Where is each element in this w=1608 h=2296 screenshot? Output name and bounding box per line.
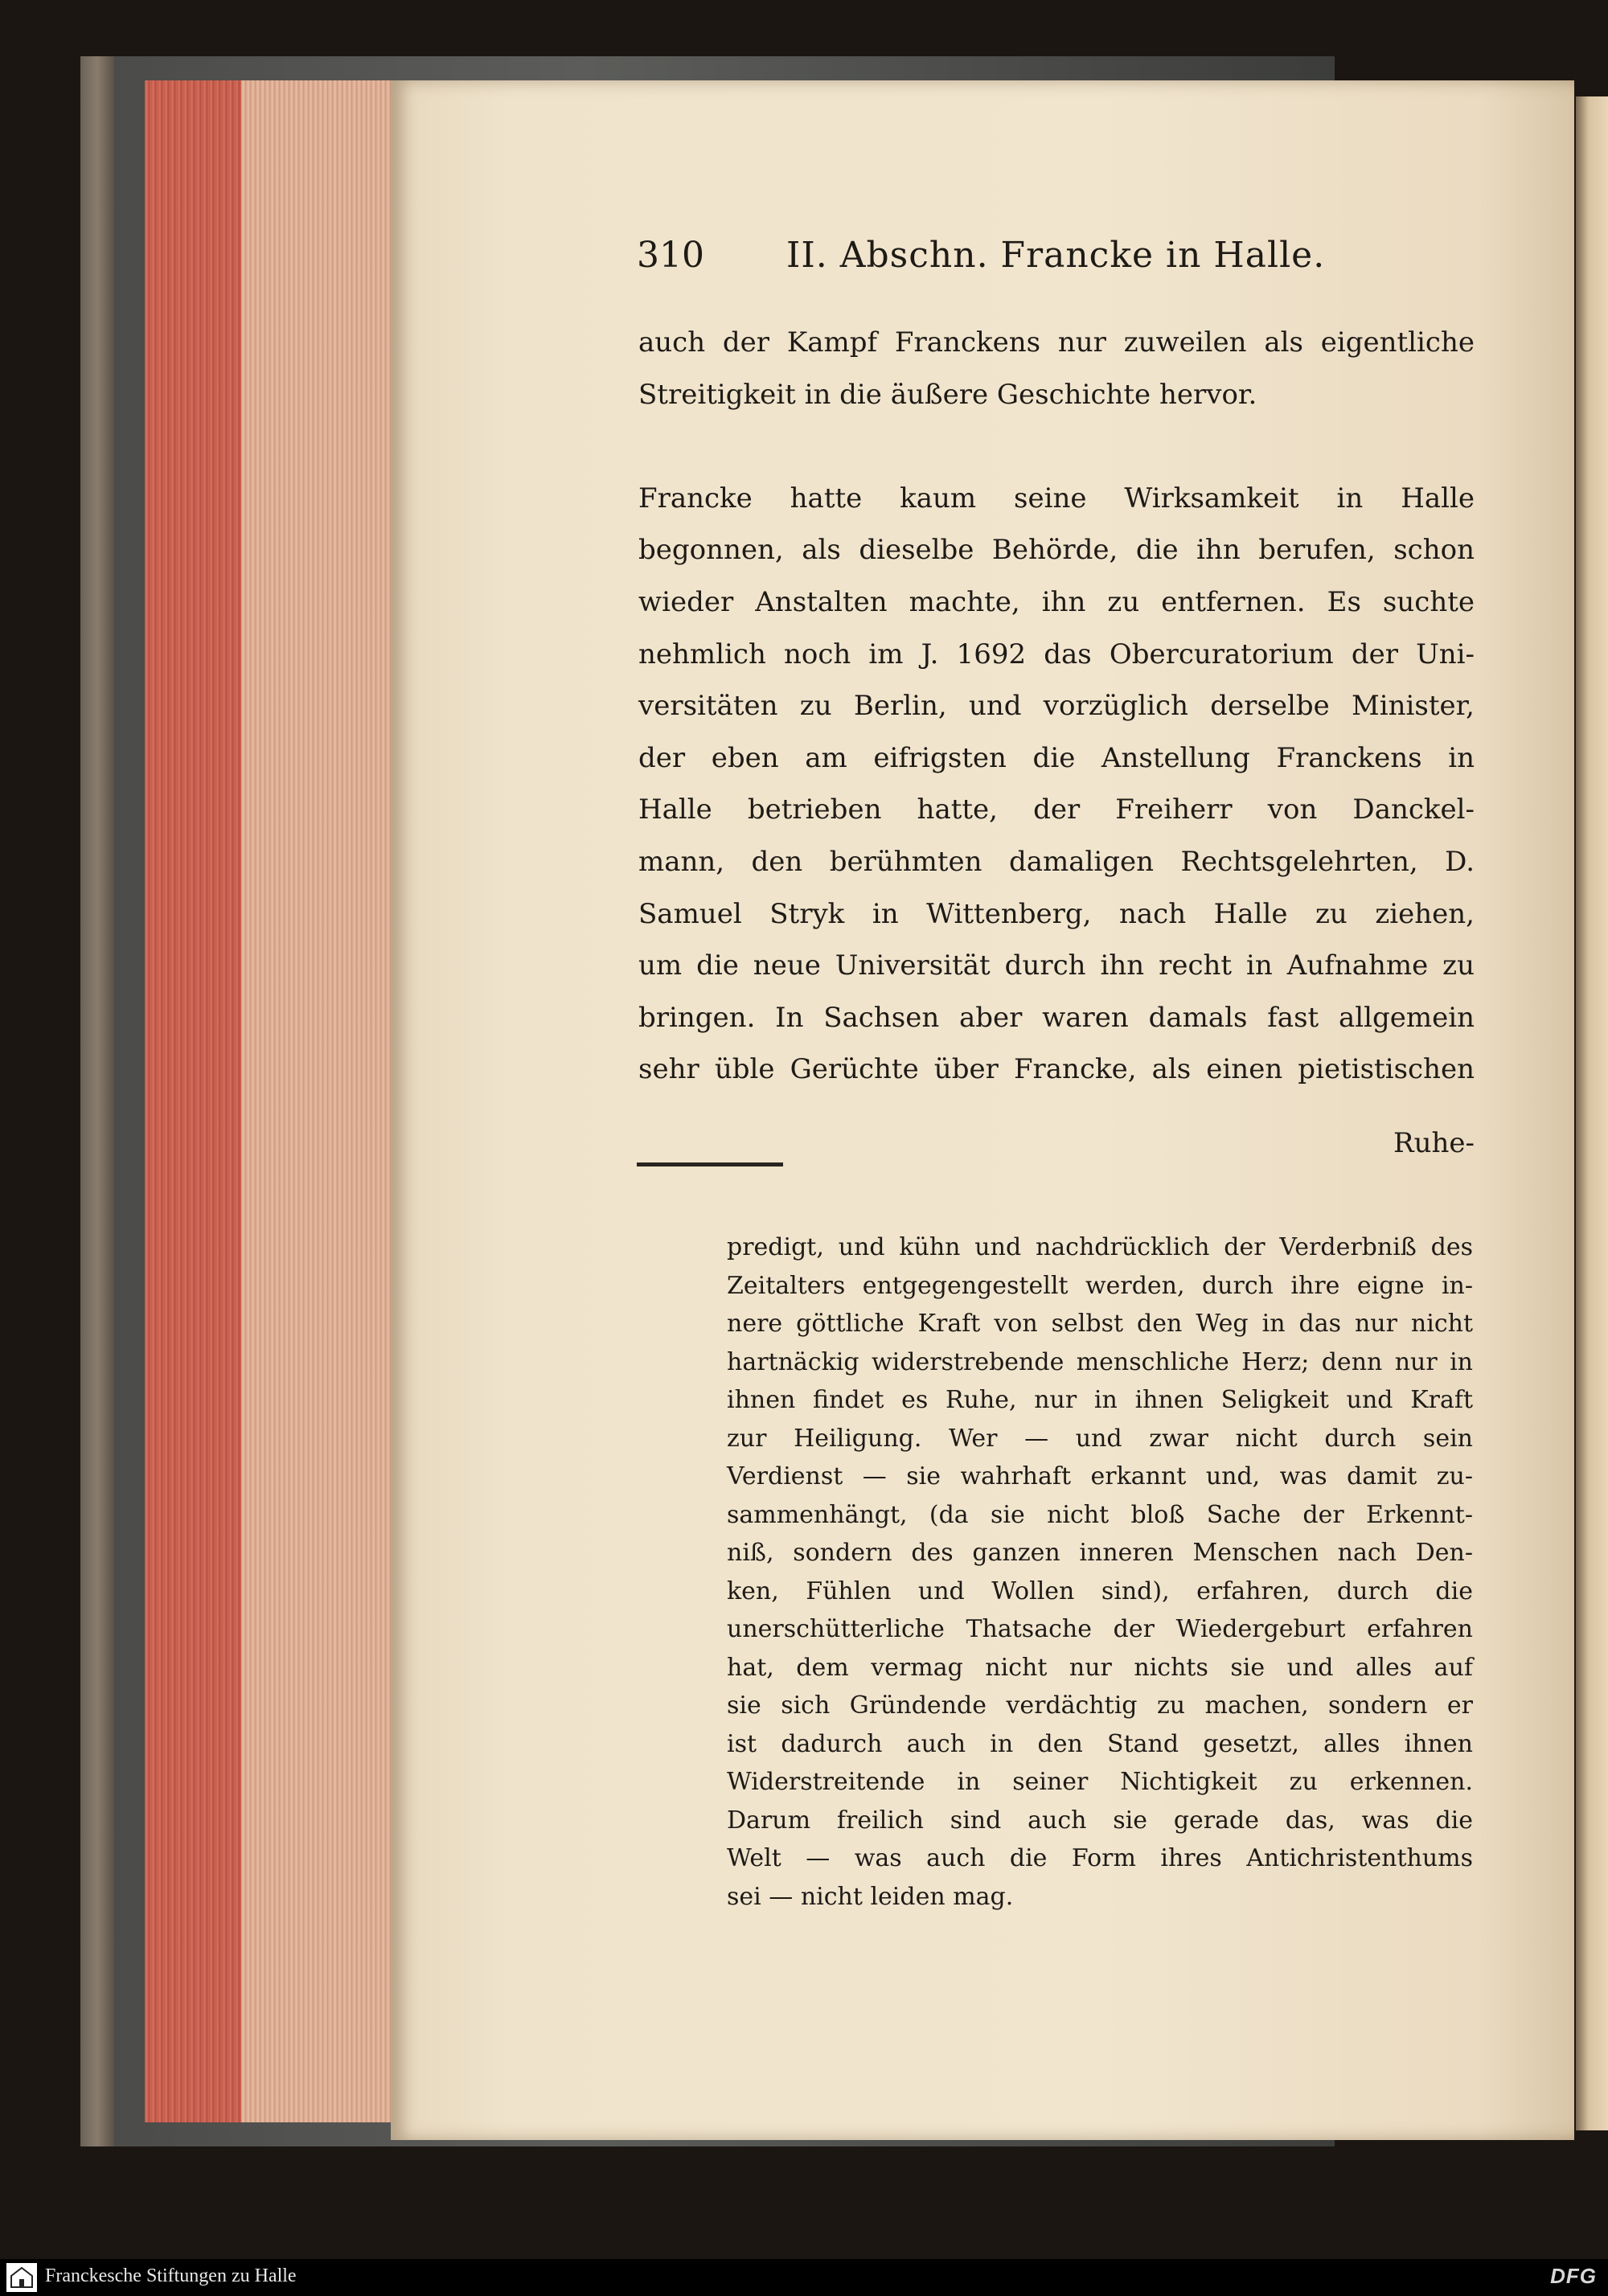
institution-logo-icon <box>6 2263 37 2292</box>
page-number: 310 <box>637 235 704 276</box>
body-line: Francke hatte kaum seine Wirksamkeit in Halle <box>638 482 1475 515</box>
running-title: II. Abschn. Francke in Halle. <box>786 235 1326 276</box>
body-line: auch der Kampf Franckens nur zuweilen als eigentliche <box>638 326 1475 359</box>
body-line: begonnen, als dieselbe Behörde, die ihn berufen, schon <box>638 534 1475 567</box>
footnote-line: ken, Fühlen und Wollen sind), erfahren, durch die <box>727 1576 1473 1605</box>
footnote-line: Widerstreitende in seiner Nichtigkeit zu erkennen. <box>727 1768 1473 1796</box>
body-line: Streitigkeit in die äußere Geschichte hervor. <box>638 378 1257 411</box>
body-line: der eben am eifrigsten die Anstellung Franckens in <box>638 741 1475 774</box>
footnote-line: Zeitalters entgegengestellt werden, durch ihre eigne in- <box>727 1271 1473 1300</box>
footnote-line: ist dadurch auch in den Stand gesetzt, alles ihnen <box>727 1729 1473 1758</box>
footnote-rule <box>637 1162 783 1166</box>
body-line: versitäten zu Berlin, und vorzüglich derselbe Minister, <box>638 690 1475 723</box>
facing-page-edge <box>1576 96 1608 2130</box>
body-line: mann, den berühmten damaligen Rechtsgelehrten, D. <box>638 845 1475 878</box>
footnote-line: predigt, und kühn und nachdrücklich der Verderbniß des <box>727 1233 1473 1261</box>
footnote-line: nere göttliche Kraft von selbst den Weg in das nur nicht <box>727 1310 1473 1338</box>
body-line <box>638 420 1475 473</box>
main-text <box>638 317 1475 1096</box>
footnote-line: Darum freilich sind auch sie gerade das, was die <box>727 1806 1473 1835</box>
footnote-text <box>727 1228 1473 1916</box>
footnote-line: sammenhängt, (da sie nicht bloß Sache der Erkennt- <box>727 1500 1473 1529</box>
footnote-line: hat, dem vermag nicht nur nichts sie und alles auf <box>727 1653 1473 1682</box>
institution-name: Franckesche Stiftungen zu Halle <box>45 2265 297 2286</box>
catchword: Ruhe- <box>1393 1127 1475 1159</box>
page-edges-inner <box>241 80 394 2122</box>
footnote-line: sei — nicht leiden mag. <box>727 1882 1014 1911</box>
body-line: wieder Anstalten machte, ihn zu entfernen. Es suchte <box>638 585 1475 618</box>
cover-edge <box>80 56 114 2146</box>
body-line: sehr üble Gerüchte über Francke, als einen pietistischen <box>638 1053 1475 1086</box>
dfg-logo: DFG <box>1550 2264 1597 2288</box>
footnote-line: niß, sondern des ganzen inneren Menschen nach Den- <box>727 1539 1473 1567</box>
footnote-line: sie sich Gründende verdächtig zu machen, sondern er <box>727 1691 1473 1720</box>
footnote-line: hartnäckig widerstrebende menschliche Herz; denn nur in <box>727 1347 1473 1376</box>
footnote-line: zur Heiligung. Wer — und zwar nicht durch sein <box>727 1424 1473 1453</box>
footnote-line: unerschütterliche Thatsache der Wiedergeburt erfahren <box>727 1615 1473 1643</box>
body-line: bringen. In Sachsen aber waren damals fast allgemein <box>638 1001 1475 1034</box>
footnote-line: Verdienst — sie wahrhaft erkannt und, was damit zu- <box>727 1462 1473 1490</box>
body-line: Samuel Stryk in Wittenberg, nach Halle zu ziehen, <box>638 897 1475 930</box>
body-line: um die neue Universität durch ihn recht in Aufnahme zu <box>638 949 1475 982</box>
running-header <box>637 235 1489 291</box>
footnote-line: Welt — was auch die Form ihres Antichristenthums <box>727 1844 1473 1872</box>
body-line: Halle betrieben hatte, der Freiherr von Danckel- <box>638 793 1475 826</box>
body-line: nehmlich noch im J. 1692 das Obercuratorium der Uni- <box>638 638 1475 670</box>
viewer-footer <box>0 2259 1608 2296</box>
footnote-line: ihnen findet es Ruhe, nur in ihnen Seligkeit und Kraft <box>727 1386 1473 1414</box>
